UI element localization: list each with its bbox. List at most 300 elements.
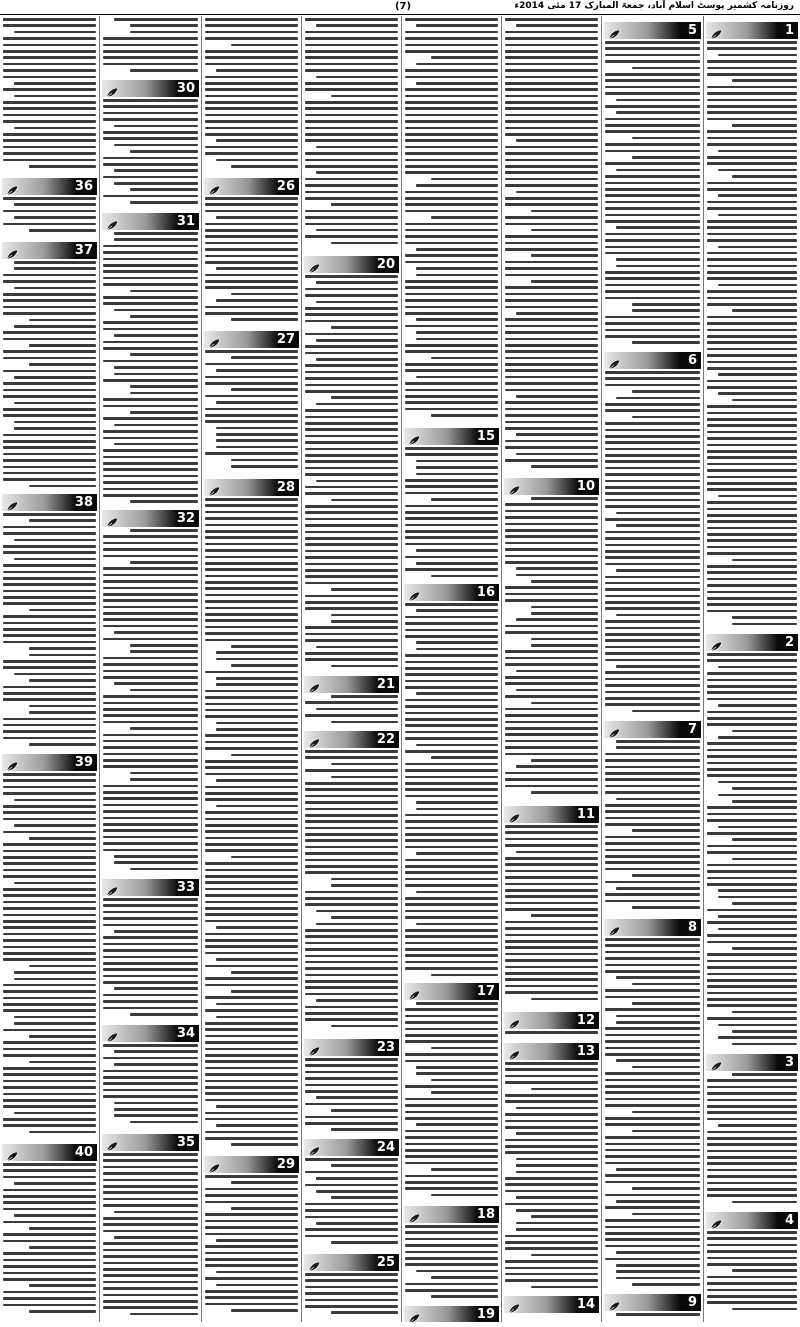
text-line xyxy=(114,855,198,858)
text-line xyxy=(29,344,96,347)
text-line xyxy=(14,402,96,405)
text-line xyxy=(732,175,797,178)
text-line xyxy=(531,612,598,615)
text-line xyxy=(103,405,198,408)
text-line xyxy=(205,1137,298,1140)
text-line xyxy=(505,1273,598,1276)
text-line xyxy=(205,452,298,455)
article-text xyxy=(103,1044,198,1132)
text-line xyxy=(331,614,398,617)
text-line xyxy=(605,1194,700,1197)
news-column xyxy=(202,16,301,1322)
text-line xyxy=(405,1162,498,1165)
section-header xyxy=(204,178,299,195)
text-line xyxy=(605,1027,700,1030)
text-line xyxy=(14,427,96,430)
leaf-icon xyxy=(208,482,221,493)
text-line xyxy=(416,473,498,476)
text-line xyxy=(718,373,797,376)
text-line xyxy=(103,277,198,280)
text-line xyxy=(707,1175,797,1178)
text-line xyxy=(114,1063,198,1066)
text-line xyxy=(205,1054,298,1057)
text-line xyxy=(205,107,298,110)
text-line xyxy=(505,1151,598,1154)
text-line xyxy=(605,207,700,210)
text-line xyxy=(316,999,398,1002)
text-line xyxy=(605,1181,700,1184)
text-line xyxy=(405,673,498,676)
text-line xyxy=(103,746,198,749)
text-line xyxy=(305,422,398,425)
text-line xyxy=(103,949,198,952)
text-line xyxy=(732,1073,797,1076)
section-number: 13 xyxy=(576,1044,595,1059)
text-line xyxy=(114,125,198,128)
text-line xyxy=(505,1183,598,1186)
text-line xyxy=(505,325,598,328)
text-line xyxy=(505,1203,598,1206)
text-line xyxy=(605,938,700,941)
text-line xyxy=(531,1286,598,1289)
text-line xyxy=(707,469,797,472)
text-line xyxy=(205,1296,298,1299)
text-line xyxy=(405,1117,498,1120)
text-line xyxy=(305,865,398,868)
text-line xyxy=(416,891,498,894)
section-header xyxy=(404,983,499,1000)
text-line xyxy=(416,808,498,811)
text-line xyxy=(632,906,700,909)
text-line xyxy=(718,704,797,707)
text-line xyxy=(231,1309,298,1312)
text-line xyxy=(632,1002,700,1005)
text-line xyxy=(103,283,198,286)
article-text xyxy=(605,1313,700,1320)
text-line xyxy=(505,223,598,226)
text-line xyxy=(505,959,598,962)
text-line xyxy=(505,831,598,834)
text-line xyxy=(707,565,797,568)
section-number: 39 xyxy=(74,755,93,770)
text-line xyxy=(3,590,96,593)
text-line xyxy=(605,220,700,223)
text-line xyxy=(103,468,198,471)
text-line xyxy=(505,535,598,538)
section-number: 12 xyxy=(576,1013,595,1028)
text-line xyxy=(29,1310,96,1313)
text-line xyxy=(316,1222,398,1225)
text-line xyxy=(718,1024,797,1027)
text-line xyxy=(14,127,96,130)
text-line xyxy=(3,101,96,104)
text-line xyxy=(405,120,498,123)
text-line xyxy=(3,1118,96,1121)
text-line xyxy=(405,69,498,72)
text-line xyxy=(405,827,498,830)
text-line xyxy=(205,376,298,379)
text-line xyxy=(416,24,498,27)
text-line xyxy=(103,759,198,762)
section-number: 30 xyxy=(176,81,195,96)
text-line xyxy=(305,50,398,53)
text-line xyxy=(605,1136,700,1139)
text-line xyxy=(732,730,797,733)
text-line xyxy=(516,1228,598,1231)
text-line xyxy=(707,111,797,114)
text-line xyxy=(305,993,398,996)
text-line xyxy=(305,563,398,566)
text-line xyxy=(3,389,96,392)
text-line xyxy=(205,1201,298,1204)
text-line xyxy=(331,326,398,329)
text-line xyxy=(616,1059,700,1062)
text-line xyxy=(305,974,398,977)
text-line xyxy=(29,679,96,682)
text-line xyxy=(732,800,797,803)
text-line xyxy=(305,1171,398,1174)
text-line xyxy=(632,1111,700,1114)
text-line xyxy=(205,607,298,610)
text-line xyxy=(707,290,797,293)
text-line xyxy=(416,318,498,321)
text-line xyxy=(3,724,96,727)
text-line xyxy=(3,737,96,740)
text-line xyxy=(29,165,96,168)
text-line xyxy=(103,542,198,545)
text-line xyxy=(405,897,498,900)
text-line xyxy=(707,1017,797,1020)
masthead-title: روزنامہ کشمیر پوسٹ اسلام آباد، جمعۃ المبارک 17 مئی 2014ء xyxy=(514,1,794,11)
text-line xyxy=(505,95,598,98)
text-line xyxy=(231,664,298,667)
text-line xyxy=(718,54,797,57)
text-line xyxy=(305,428,398,431)
text-line xyxy=(305,333,398,336)
text-line xyxy=(305,575,398,578)
text-line xyxy=(205,875,298,878)
text-line xyxy=(316,301,398,304)
text-line xyxy=(3,551,96,554)
text-line xyxy=(3,875,96,878)
text-line xyxy=(316,1190,398,1193)
section-header xyxy=(204,479,299,496)
text-line xyxy=(632,67,700,70)
text-line xyxy=(3,805,96,808)
text-line xyxy=(305,223,398,226)
text-line xyxy=(707,672,797,675)
text-line xyxy=(205,242,298,245)
text-line xyxy=(605,54,700,57)
text-line xyxy=(29,705,96,708)
text-line xyxy=(416,1270,498,1273)
text-line xyxy=(305,511,398,514)
text-line xyxy=(205,1035,298,1038)
text-line xyxy=(3,571,96,574)
text-line xyxy=(516,618,598,621)
text-line xyxy=(3,958,96,961)
text-line xyxy=(505,63,598,66)
text-line xyxy=(505,695,598,698)
text-line xyxy=(305,1305,398,1308)
section-header xyxy=(102,80,199,97)
text-line xyxy=(114,682,198,685)
text-line xyxy=(707,762,797,765)
text-line xyxy=(605,441,700,444)
text-line xyxy=(316,24,398,27)
section-number: 21 xyxy=(376,677,395,692)
text-line xyxy=(29,1131,96,1134)
text-line xyxy=(605,842,700,845)
text-line xyxy=(505,650,598,653)
text-line xyxy=(516,312,598,315)
text-line xyxy=(216,216,298,219)
text-line xyxy=(305,955,398,958)
text-line xyxy=(405,884,498,887)
leaf-icon xyxy=(208,181,221,192)
text-line xyxy=(405,1289,498,1292)
text-line xyxy=(3,869,96,872)
text-line xyxy=(14,824,96,827)
text-line xyxy=(531,644,598,647)
text-line xyxy=(707,774,797,777)
text-line xyxy=(14,421,96,424)
text-line xyxy=(103,823,198,826)
section-header xyxy=(706,22,798,39)
leaf-icon xyxy=(710,1057,723,1068)
text-line xyxy=(103,131,198,134)
text-line xyxy=(605,1226,700,1229)
text-line xyxy=(405,1244,498,1247)
text-line xyxy=(205,1112,298,1115)
text-line xyxy=(305,441,398,444)
text-line xyxy=(103,740,198,743)
text-line xyxy=(216,439,298,442)
text-line xyxy=(29,1035,96,1038)
text-line xyxy=(605,505,700,508)
text-line xyxy=(505,529,598,532)
text-line xyxy=(707,418,797,421)
text-line xyxy=(205,996,298,999)
text-line xyxy=(707,335,797,338)
section-number: 35 xyxy=(176,1135,195,1150)
text-line xyxy=(305,891,398,894)
text-line xyxy=(316,339,398,342)
text-line xyxy=(405,395,498,398)
text-line xyxy=(605,1143,700,1146)
text-line xyxy=(605,239,700,242)
text-line xyxy=(305,216,398,219)
text-line xyxy=(305,1292,398,1295)
article-text xyxy=(205,498,298,1154)
leaf-icon xyxy=(608,724,621,735)
text-line xyxy=(103,456,198,459)
text-line xyxy=(114,373,198,376)
text-line xyxy=(707,851,797,854)
leaf-icon xyxy=(106,1028,119,1039)
text-line xyxy=(103,1166,198,1169)
text-line xyxy=(605,550,700,553)
text-line xyxy=(3,907,96,910)
text-line xyxy=(616,887,700,890)
text-line xyxy=(114,232,198,235)
text-line xyxy=(405,254,498,257)
text-line xyxy=(103,1204,198,1207)
text-line xyxy=(14,1112,96,1115)
leaf-icon xyxy=(608,1297,621,1308)
text-line xyxy=(3,210,96,213)
text-line xyxy=(103,842,198,845)
text-line xyxy=(305,184,398,187)
section-header xyxy=(504,478,599,495)
text-line xyxy=(531,497,598,500)
article-text xyxy=(3,18,96,176)
text-line xyxy=(3,850,96,853)
text-line xyxy=(605,964,700,967)
text-line xyxy=(3,44,96,47)
text-line xyxy=(505,1068,598,1071)
text-line xyxy=(605,124,700,127)
text-line xyxy=(505,1235,598,1238)
text-line xyxy=(114,1102,198,1105)
text-line xyxy=(405,1149,498,1152)
text-line xyxy=(3,894,96,897)
news-column xyxy=(0,16,99,1322)
text-line xyxy=(305,639,398,642)
text-line xyxy=(505,37,598,40)
text-line xyxy=(130,24,198,27)
text-line xyxy=(405,629,498,632)
text-line xyxy=(405,171,498,174)
text-line xyxy=(103,567,198,570)
section-header xyxy=(2,242,97,259)
text-line xyxy=(3,818,96,821)
text-line xyxy=(103,593,198,596)
text-line xyxy=(205,824,298,827)
news-column xyxy=(704,16,800,1322)
article-text xyxy=(405,1002,498,1204)
text-line xyxy=(405,954,498,957)
text-line xyxy=(216,427,298,430)
text-line xyxy=(3,88,96,91)
text-line xyxy=(718,736,797,739)
text-line xyxy=(205,632,298,635)
text-line xyxy=(505,216,598,219)
text-line xyxy=(516,1158,598,1161)
text-line xyxy=(707,966,797,969)
text-line xyxy=(707,1276,797,1279)
text-line xyxy=(505,357,598,360)
text-line xyxy=(130,727,198,730)
text-line xyxy=(405,731,498,734)
leaf-icon xyxy=(408,1209,421,1220)
text-line xyxy=(3,197,96,200)
text-line xyxy=(3,622,96,625)
text-line xyxy=(707,1156,797,1159)
text-line xyxy=(516,670,598,673)
text-line xyxy=(103,1159,198,1162)
text-line xyxy=(405,916,498,919)
text-line xyxy=(405,820,498,823)
text-line xyxy=(103,836,198,839)
text-line xyxy=(305,18,398,21)
leaf-icon xyxy=(6,1147,19,1158)
text-line xyxy=(114,987,198,990)
text-line xyxy=(707,1182,797,1185)
text-line xyxy=(103,618,198,621)
text-line xyxy=(605,1245,700,1248)
text-line xyxy=(505,165,598,168)
text-line xyxy=(707,47,797,50)
text-line xyxy=(605,435,700,438)
text-line xyxy=(707,252,797,255)
section-header xyxy=(706,1054,798,1071)
text-line xyxy=(605,778,700,781)
text-line xyxy=(3,513,96,516)
text-line xyxy=(505,510,598,513)
text-line xyxy=(505,1241,598,1244)
section-header xyxy=(404,584,499,601)
text-line xyxy=(605,194,700,197)
text-line xyxy=(205,88,298,91)
text-line xyxy=(605,1091,700,1094)
text-line xyxy=(231,318,298,321)
text-line xyxy=(205,1073,298,1076)
text-line xyxy=(316,708,398,711)
text-line xyxy=(305,903,398,906)
text-line xyxy=(605,957,700,960)
section-number: 2 xyxy=(784,635,794,650)
text-line xyxy=(114,182,198,185)
text-line xyxy=(3,139,96,142)
text-line xyxy=(605,659,700,662)
text-line xyxy=(130,772,198,775)
text-line xyxy=(605,1085,700,1088)
text-line xyxy=(707,1250,797,1253)
text-line xyxy=(205,792,298,795)
text-line xyxy=(516,1171,598,1174)
text-line xyxy=(103,904,198,907)
text-line xyxy=(416,562,498,565)
text-line xyxy=(505,940,598,943)
text-line xyxy=(505,721,598,724)
text-line xyxy=(505,350,598,353)
masthead-strip xyxy=(0,0,800,15)
text-line xyxy=(205,248,298,251)
text-line xyxy=(505,772,598,775)
text-line xyxy=(605,175,700,178)
text-line xyxy=(305,1122,398,1125)
text-line xyxy=(216,779,298,782)
text-line xyxy=(103,417,198,420)
text-line xyxy=(707,143,797,146)
text-line xyxy=(205,581,298,584)
text-line xyxy=(431,357,498,360)
text-line xyxy=(331,1196,398,1199)
text-line xyxy=(405,191,498,194)
text-line xyxy=(605,697,700,700)
article-text xyxy=(707,1073,797,1210)
text-line xyxy=(316,646,398,649)
text-line xyxy=(205,1092,298,1095)
text-line xyxy=(616,265,700,268)
section-header xyxy=(404,1306,499,1322)
text-line xyxy=(305,152,398,155)
text-line xyxy=(632,874,700,877)
text-line xyxy=(707,1004,797,1007)
text-line xyxy=(305,120,398,123)
text-line xyxy=(114,366,198,369)
